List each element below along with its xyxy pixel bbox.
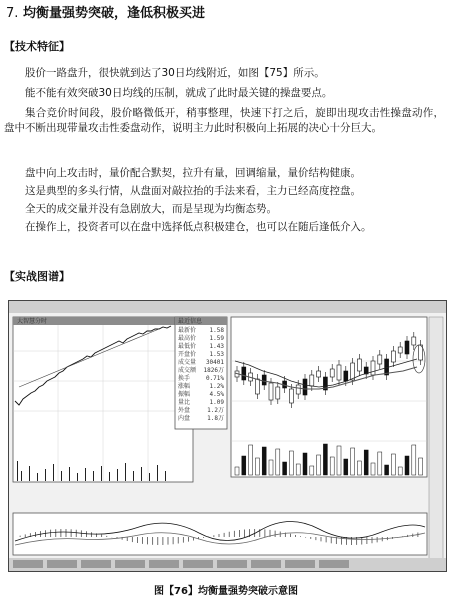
volume-bar xyxy=(296,464,300,475)
candle xyxy=(378,355,382,364)
volume-bar xyxy=(371,463,375,475)
volume-bar xyxy=(310,466,314,475)
quote-label: 成交量 xyxy=(178,359,197,366)
candle xyxy=(391,351,395,362)
candle xyxy=(351,363,355,380)
quote-value: 30401 xyxy=(205,359,224,366)
candle xyxy=(310,375,314,386)
paragraph-2: 能不能有效突破30日均线的压制，就成了此时最关键的操盘要点。 xyxy=(25,87,333,99)
volume-bar xyxy=(317,455,321,475)
volume-bar xyxy=(255,458,259,475)
quote-label: 换手 xyxy=(178,375,191,382)
candle xyxy=(344,371,348,381)
volume-bar xyxy=(337,446,341,475)
candle xyxy=(303,379,307,395)
quote-label: 内盘 xyxy=(178,415,191,422)
volume-bar xyxy=(391,454,395,475)
candle xyxy=(357,359,361,371)
paragraph-6: 全天的成交量并没有急剧放大，而是呈现为均衡态势。 xyxy=(25,203,277,215)
heading-title: 均衡量强势突破，逢低积极买进 xyxy=(22,6,205,21)
quote-label: 振幅 xyxy=(178,391,191,398)
minute-panel-title: 大智慧分时 xyxy=(17,318,48,325)
candle xyxy=(289,389,293,403)
quote-label: 最低价 xyxy=(178,343,197,350)
section-heading xyxy=(6,2,205,21)
volume-bar xyxy=(357,461,361,475)
volume-bar xyxy=(249,445,253,475)
volume-bar xyxy=(364,450,368,475)
volume-bar xyxy=(289,451,293,475)
quote-panel xyxy=(175,317,227,429)
quote-label: 最新价 xyxy=(178,327,197,334)
candle xyxy=(296,385,300,394)
paragraph-5: 这是典型的多头行情，从盘面对敲拉抬的手法来看，主力已经高度控盘。 xyxy=(25,185,361,197)
quote-label: 量比 xyxy=(178,399,191,406)
candle xyxy=(269,383,273,400)
volume-bar xyxy=(303,453,307,475)
figure-caption: 图【76】均衡量强势突破示意图 xyxy=(154,586,298,597)
candle xyxy=(412,337,416,345)
heading-number: 7. xyxy=(6,6,19,21)
candle xyxy=(330,369,334,377)
candle xyxy=(242,367,246,380)
stock-chart-figure xyxy=(8,300,447,572)
top-toolbar xyxy=(9,301,446,313)
quote-value: 1826万 xyxy=(203,367,224,374)
candle xyxy=(337,365,341,380)
quote-value: 1.58 xyxy=(209,327,224,334)
paragraph-1: 股价一路盘升，很快就到达了30日均线附近，如图【75】所示。 xyxy=(25,67,325,79)
volume-bar xyxy=(344,459,348,475)
candle xyxy=(371,361,375,375)
candle xyxy=(398,347,402,353)
volume-bar xyxy=(412,445,416,475)
quote-value: 4.5% xyxy=(209,391,224,398)
daily-kline-chart xyxy=(231,317,427,477)
paragraph-7: 在操作上，投资者可以在盘中选择低点积极建仓，也可以在随后逢低介入。 xyxy=(25,221,372,233)
quote-value: 1.59 xyxy=(209,335,224,342)
volume-bar xyxy=(351,448,355,475)
candle xyxy=(255,379,259,394)
minute-chart-window xyxy=(13,317,193,482)
quote-value: 1.2万 xyxy=(207,407,224,414)
quote-label: 涨幅 xyxy=(178,383,191,390)
quote-label: 最高价 xyxy=(178,335,197,342)
volume-bar xyxy=(398,467,402,475)
quote-label: 外盘 xyxy=(178,407,191,414)
volume-bar xyxy=(323,444,327,475)
volume-bar xyxy=(405,456,409,475)
volume-bar xyxy=(235,467,239,475)
volume-bar xyxy=(378,452,382,475)
quote-panel-title: 最近信息 xyxy=(178,318,203,325)
volume-bar xyxy=(269,460,273,475)
candle xyxy=(276,387,280,399)
quote-label: 开盘价 xyxy=(178,351,197,358)
volume-bar xyxy=(330,457,334,475)
quote-value: 1.2% xyxy=(209,383,224,390)
quote-value: 0.71% xyxy=(205,375,224,382)
volume-bar xyxy=(242,456,246,475)
paragraph-4: 盘中向上攻击时，量价配合默契，拉升有量，回调缩量，量价结构健康。 xyxy=(25,167,361,179)
quote-label: 成交额 xyxy=(178,367,197,374)
candle xyxy=(262,375,266,385)
paragraph-3: 集合竞价时间段，股价略微低开，稍事整理，快速下打之后，旋即出现攻击性操盘动作，盘中不断出现带量攻击性委盘动作，说明主力此时积极向上拓展的决心十分巨大。 xyxy=(4,107,444,134)
chart-heading: 【实战图谱】 xyxy=(4,270,70,283)
volume-bar xyxy=(419,458,423,475)
price-axis xyxy=(429,317,443,567)
volume-bar xyxy=(276,449,280,475)
features-heading: 【技术特征】 xyxy=(4,40,70,53)
candle xyxy=(405,341,409,354)
volume-bar xyxy=(262,447,266,475)
quote-value: 1.43 xyxy=(209,343,224,350)
quote-value: 1.09 xyxy=(209,399,224,406)
volume-bar xyxy=(283,462,287,475)
quote-value: 1.53 xyxy=(209,351,224,358)
chart-svg xyxy=(9,301,446,571)
quote-value: 1.8万 xyxy=(207,415,224,422)
volume-bar xyxy=(385,465,389,475)
indicator-panel xyxy=(13,513,427,555)
candle xyxy=(317,371,321,377)
